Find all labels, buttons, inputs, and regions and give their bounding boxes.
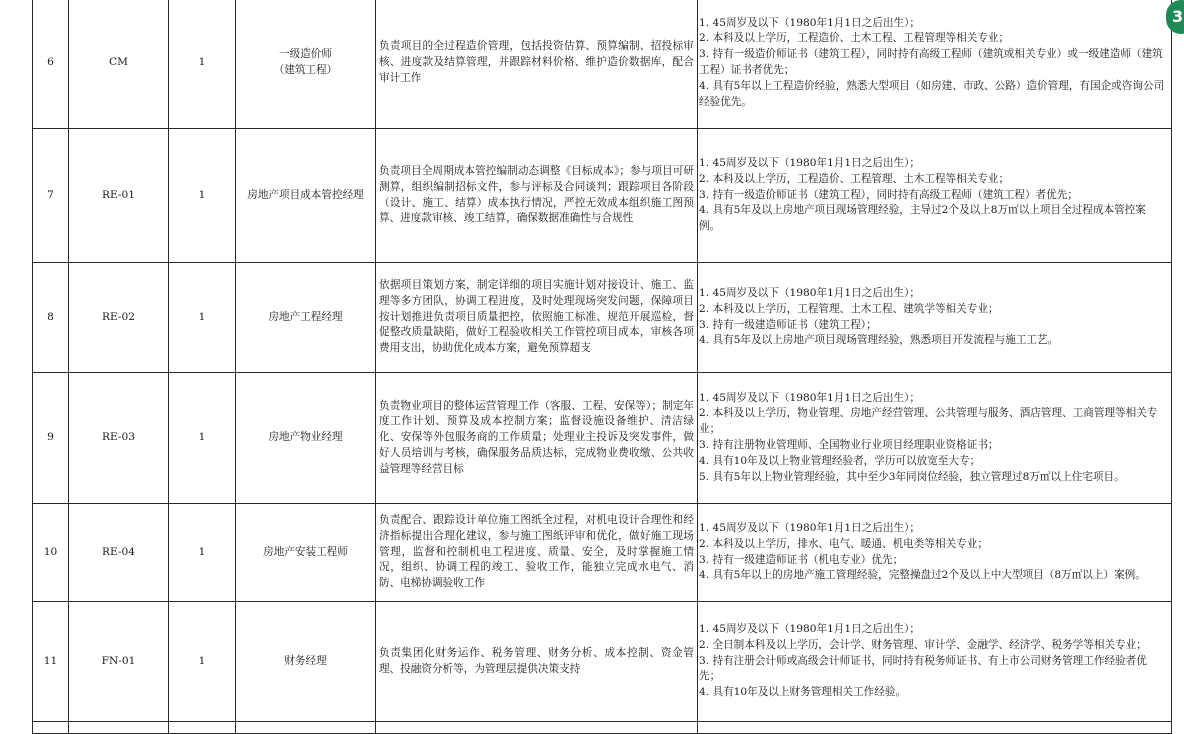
position-title bbox=[236, 129, 376, 263]
position-code: CM bbox=[69, 0, 169, 129]
requirement-item: 1. 45周岁及以下（1980年1月1日之后出生）； bbox=[699, 157, 921, 169]
job-requirements bbox=[698, 373, 1172, 504]
empty-cell bbox=[169, 722, 236, 734]
job-requirements bbox=[698, 504, 1172, 602]
position-code: RE-04 bbox=[69, 504, 169, 602]
job-responsibilities: 负责配合、跟踪设计单位施工图纸全过程，对机电设计合理性和经济指标提出合理化建议，参与施工图纸评审和优化，做好施工现场管理，监督和控制机电工程进度、质量、安全，及时掌握施工情况，组织、协调工程的竣工、验收工作，能独立完成水电气、消防、电梯协调验收工作 bbox=[376, 504, 698, 602]
job-responsibilities: 负责物业项目的整体运营管理工作（客服、工程、安保等）；制定年度工作计划、预算及成本控制方案；监督设施设备维护、清洁绿化、安保等外包服务商的工作质量；处理业主投诉及突发事件，做好人员培训与考核，确保服务品质达标，完成物业费收缴、公共收益管理等经营目标 bbox=[376, 373, 698, 504]
job-requirements bbox=[698, 0, 1172, 129]
job-requirements-table bbox=[32, 0, 1172, 734]
table-row bbox=[33, 373, 1172, 504]
requirement-item: 4. 具有5年以上工程造价经验，熟悉大型项目（如房建、市政、公路）造价管理，有国企或咨询公司经验优先。 bbox=[699, 79, 1165, 108]
job-responsibilities: 负责项目的全过程造价管理，包括投资估算、预算编制、招投标审核、进度款及结算管理，并跟踪材料价格、维护造价数据库，配合审计工作 bbox=[376, 0, 698, 129]
headcount: 1 bbox=[169, 602, 236, 722]
position-code: RE-01 bbox=[69, 129, 169, 263]
position-title bbox=[236, 263, 376, 373]
requirement-item: 3. 持有一级造价师证书（建筑工程），同时持有高级工程师（建筑工程）者优先； bbox=[699, 188, 1078, 201]
position-title-text: 房地产工程经理 bbox=[268, 310, 343, 323]
requirement-item: 1. 45周岁及以下（1980年1月1日之后出生）； bbox=[699, 286, 921, 299]
job-requirements bbox=[698, 602, 1172, 722]
requirement-item: 3. 持有注册会计师或高级会计师证书，同时持有税务师证书、有上市公司财务管理工作经验者优先； bbox=[699, 654, 1147, 683]
row-number: 11 bbox=[33, 602, 69, 722]
requirement-item: 2. 本科及以上学历，工程造价、土木工程、工程管理等相关专业； bbox=[699, 32, 1010, 45]
headcount: 1 bbox=[169, 263, 236, 373]
requirement-item: 3. 持有一级造价师证书（建筑工程），同时持有高级工程师（建筑或相关专业）或一级建造师（建筑工程）证书者优先； bbox=[699, 48, 1163, 76]
table-row bbox=[33, 722, 1172, 734]
job-requirements bbox=[698, 263, 1172, 373]
requirement-item: 3. 持有注册物业管理师、全国物业行业项目经理职业资格证书； bbox=[699, 439, 999, 451]
requirement-item: 1. 45周岁及以下（1980年1月1日之后出生）； bbox=[699, 16, 921, 29]
position-title bbox=[236, 0, 376, 129]
requirement-item: 4. 具有10年及以上物业管理经验者，学历可以放宽至大专； bbox=[699, 454, 981, 467]
requirement-item: 3. 持有一级建造师证书（建筑工程）； bbox=[699, 318, 877, 331]
position-title-text: 房地产安装工程师 bbox=[263, 545, 348, 558]
row-number: 9 bbox=[33, 373, 69, 504]
requirement-item: 3. 持有一级建造师证书（机电专业）优先； bbox=[699, 553, 904, 566]
empty-cell bbox=[33, 722, 69, 734]
row-number: 7 bbox=[33, 129, 69, 263]
table-row bbox=[33, 602, 1172, 722]
empty-cell bbox=[69, 722, 169, 734]
position-code: RE-03 bbox=[69, 373, 169, 504]
position-title-text: 房地产项目成本管控经理 bbox=[247, 188, 364, 201]
requirement-item: 2. 本科及以上学历，工程造价、工程管理、土木工程等相关专业； bbox=[699, 172, 1010, 185]
table-body bbox=[33, 0, 1172, 734]
empty-cell bbox=[236, 722, 376, 734]
job-responsibilities: 负责项目全周期成本管控编制动态调整《目标成本》；参与项目可研测算，组织编制招标文件，参与评标及合同谈判；跟踪项目各阶段（设计、施工、结算）成本执行情况，严控无效成本组织施工图预算、进度款审核、竣工结算，确保数据准确性与合规性 bbox=[376, 129, 698, 263]
empty-cell bbox=[698, 722, 1172, 734]
requirement-item: 5. 具有5年以上物业管理经验，其中至少3年同岗位经验，独立管理过8万㎡以上住宅项目。 bbox=[699, 470, 1125, 483]
requirement-item: 2. 全日制本科及以上学历，会计学、财务管理、审计学、金融学、经济学、税务学等相关专业； bbox=[699, 638, 1147, 651]
position-title-text: 财务经理 bbox=[284, 654, 327, 667]
side-badge[interactable]: 3 bbox=[1166, 0, 1184, 34]
requirement-item: 2. 本科及以上学历，排水、电气、暖通、机电类等相关专业； bbox=[699, 537, 988, 550]
row-number: 10 bbox=[33, 504, 69, 602]
requirement-item: 1. 45周岁及以下（1980年1月1日之后出生）； bbox=[699, 391, 921, 404]
headcount: 1 bbox=[169, 129, 236, 263]
requirement-item: 2. 本科及以上学历，工程管理、土木工程、建筑学等相关专业； bbox=[699, 302, 999, 315]
row-number: 8 bbox=[33, 263, 69, 373]
table-row bbox=[33, 504, 1172, 602]
table-row bbox=[33, 129, 1172, 263]
requirement-item: 2. 本科及以上学历，物业管理、房地产经营管理、公共管理与服务、酒店管理、工商管理等相关专业； bbox=[699, 407, 1158, 436]
requirement-item: 1. 45周岁及以下（1980年1月1日之后出生）； bbox=[699, 521, 921, 534]
job-responsibilities: 负责集团化财务运作、税务管理、财务分析、成本控制、资金管理、投融资分析等，为管理层提供决策支持 bbox=[376, 602, 698, 722]
headcount: 1 bbox=[169, 0, 236, 129]
requirement-item: 4. 具有5年以上的房地产施工管理经验，完整操盘过2个及以上中大型项目（8万㎡以上）案例。 bbox=[699, 569, 1146, 582]
job-requirements bbox=[698, 129, 1172, 263]
headcount: 1 bbox=[169, 504, 236, 602]
requirement-item: 1. 45周岁及以下（1980年1月1日之后出生）； bbox=[699, 623, 921, 635]
position-code: RE-02 bbox=[69, 263, 169, 373]
position-code: FN-01 bbox=[69, 602, 169, 722]
position-title bbox=[236, 602, 376, 722]
empty-cell bbox=[376, 722, 698, 734]
job-responsibilities: 依据项目策划方案，制定详细的项目实施计划对接设计、施工、监理等多方团队，协调工程进度，及时处理现场突发问题，保障项目按计划推进负责项目质量把控，依照施工标准、规范开展巡检，督促整改质量缺陷，做好工程验收相关工作管控项目成本，审核各项费用支出，协助优化成本方案，避免预算超支 bbox=[376, 263, 698, 373]
table-row bbox=[33, 0, 1172, 129]
table-row bbox=[33, 263, 1172, 373]
requirement-item: 4. 具有5年及以上房地产项目现场管理经验，熟悉项目开发流程与施工工艺。 bbox=[699, 334, 1059, 347]
headcount: 1 bbox=[169, 373, 236, 504]
position-title bbox=[236, 373, 376, 504]
requirement-item: 4. 具有10年及以上财务管理相关工作经验。 bbox=[699, 686, 907, 699]
requirement-item: 4. 具有5年及以上房地产项目现场管理经验，主导过2个及以上8万㎡以上项目全过程成本管控案例。 bbox=[699, 204, 1146, 233]
position-title-text: 房地产物业经理 bbox=[268, 431, 343, 444]
position-title-text: 一级造价师 （建筑工程） bbox=[273, 48, 338, 76]
position-title bbox=[236, 504, 376, 602]
row-number: 6 bbox=[33, 0, 69, 129]
